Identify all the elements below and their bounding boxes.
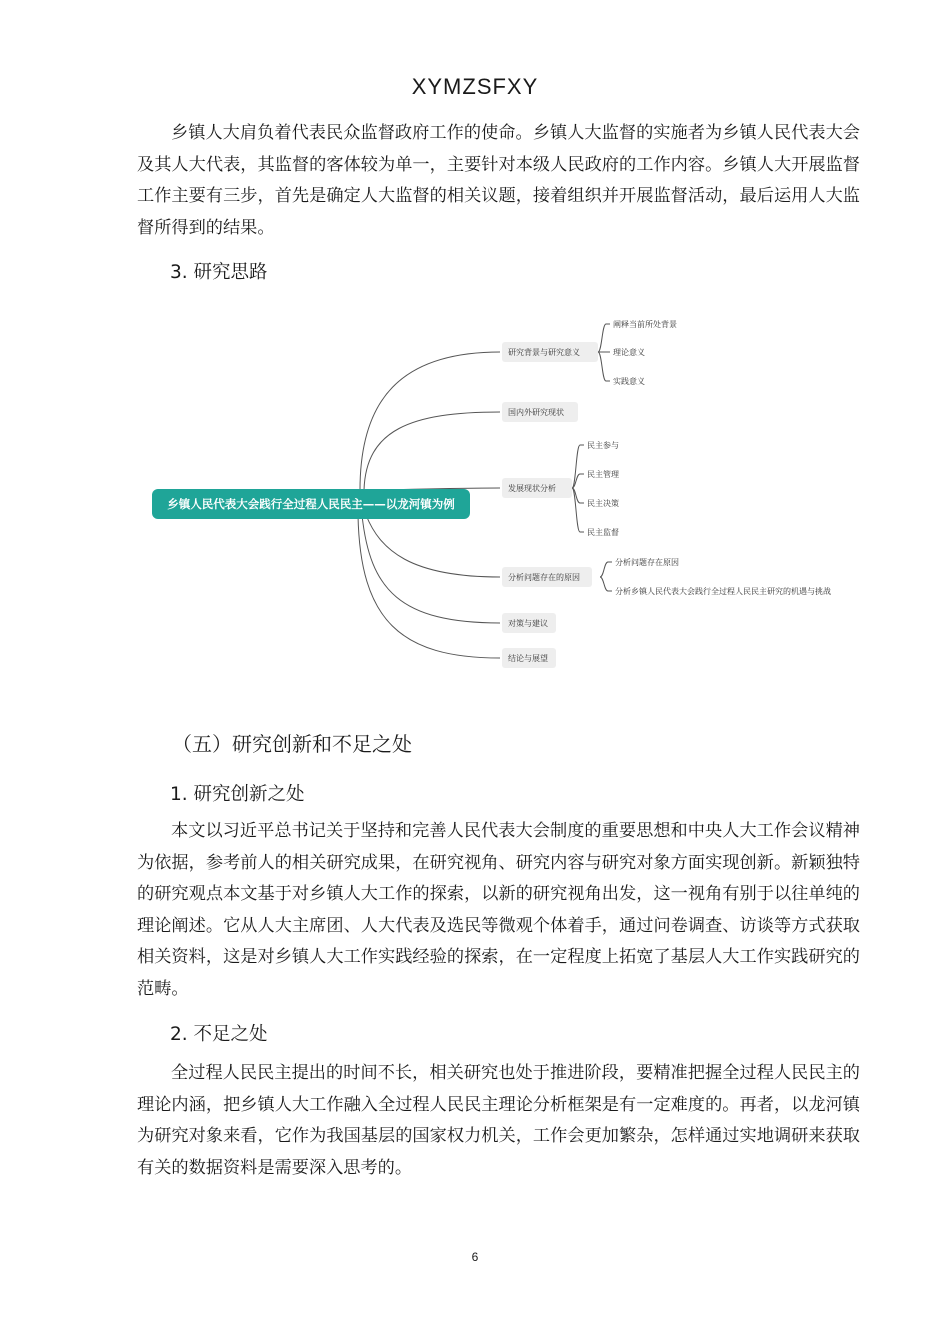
branch-label: 分析问题存在的原因	[508, 573, 580, 582]
mind-map-root-label: 乡镇人民代表大会践行全过程人民民主——以龙河镇为例	[167, 497, 455, 511]
branch-label: 对策与建议	[508, 619, 548, 628]
root-edge	[360, 352, 500, 490]
leaf-label: 分析乡镇人民代表大会践行全过程人民民主研究的机遇与挑战	[615, 587, 831, 596]
leaf-label: 阐释当前所处背景	[613, 320, 677, 329]
leaf-label: 民主决策	[587, 499, 619, 508]
branch-label: 研究背景与研究意义	[508, 348, 580, 357]
root-edge	[366, 515, 500, 577]
heading-section-five: （五）研究创新和不足之处	[172, 732, 412, 756]
leaf-label: 分析问题存在原因	[615, 558, 679, 567]
mind-map-diagram	[140, 300, 860, 680]
root-edge	[364, 412, 500, 490]
branch-label: 国内外研究现状	[508, 408, 564, 417]
intro-paragraph: 乡镇人大肩负着代表民众监督政府工作的使命。乡镇人大监督的实施者为乡镇人民代表大会及其人大代表，其监督的客体较为单一，主要针对本级人民政府的工作内容。乡镇人大开展监督工作主要有三步，首先是确定人大监督的相关议题，接着组织并开展监督活动，最后运用人大监督所得到的结果。	[137, 123, 860, 238]
shortcoming-paragraph: 全过程人民民主提出的时间不长，相关研究也处于推进阶段，要精准把握全过程人民民主的理论内涵，把乡镇人大工作融入全过程人民民主理论分析框架是有一定难度的。再者，以龙河镇为研究对象来看，它作为我国基层的国家权力机关，工作会更加繁杂，怎样通过实地调研来获取有关的数据资料是需要深入思考的。	[137, 1063, 860, 1178]
child-bracket	[572, 488, 584, 532]
child-bracket	[600, 562, 612, 577]
heading-shortcoming: 2. 不足之处	[170, 1024, 268, 1045]
leaf-label: 民主管理	[587, 470, 619, 479]
leaf-label: 实践意义	[613, 377, 645, 386]
child-bracket	[598, 352, 610, 381]
page-number: 6	[471, 1250, 479, 1264]
heading-innovation: 1. 研究创新之处	[170, 784, 305, 805]
child-bracket	[572, 474, 584, 488]
child-bracket	[572, 445, 584, 488]
leaf-label: 民主参与	[587, 441, 619, 450]
document-header: XYMZSFXY	[411, 74, 539, 99]
leaf-label: 理论意义	[613, 348, 645, 357]
leaf-label: 民主监督	[587, 528, 619, 537]
child-bracket	[598, 324, 610, 352]
child-bracket	[572, 488, 584, 503]
child-bracket	[600, 577, 612, 591]
branch-label: 结论与展望	[508, 654, 548, 663]
heading-research-approach: 3. 研究思路	[170, 262, 268, 283]
branch-label: 发展现状分析	[508, 484, 556, 493]
innovation-paragraph: 本文以习近平总书记关于坚持和完善人民代表大会制度的重要思想和中央人大工作会议精神为依据，参考前人的相关研究成果，在研究视角、研究内容与研究对象方面实现创新。新颖独特的研究观点本文基于对乡镇人大工作的探索，以新的研究视角出发，这一视角有别于以往单纯的理论阐述。它从人大主席团、人大代表及选民等微观个体着手，通过问卷调查、访谈等方式获取相关资料，这是对乡镇人大工作实践经验的探索，在一定程度上拓宽了基层人大工作实践研究的范畴。	[137, 821, 860, 999]
root-edge	[358, 515, 500, 658]
